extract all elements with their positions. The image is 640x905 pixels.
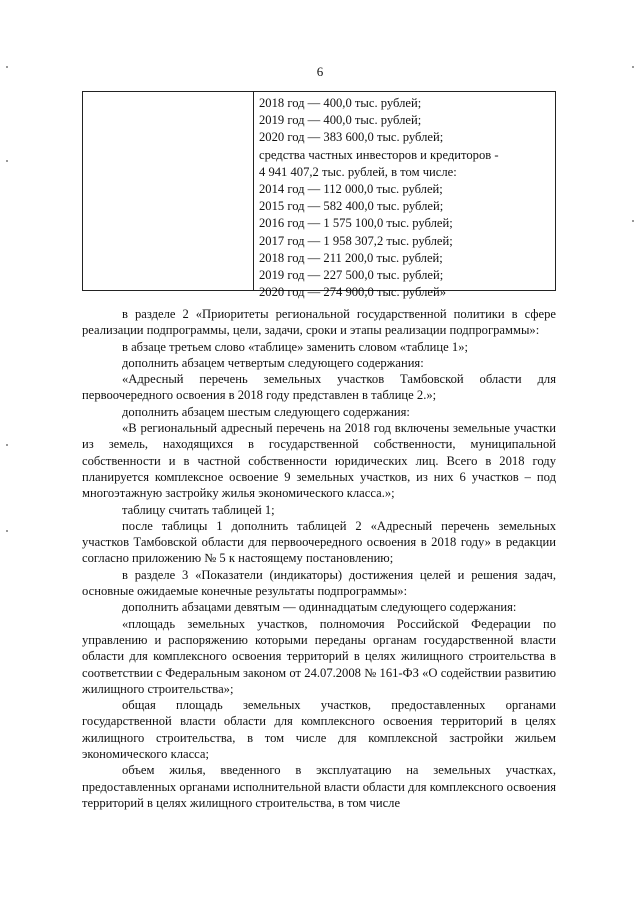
funding-line: 2015 год — 582 400,0 тыс. рублей; bbox=[259, 199, 444, 214]
paragraph: «В региональный адресный перечень на 2018 год включены земельные участки из земель, находящихся в государственной собственности, муниципальной собственности и в частной собственности юридических лиц. Всего в 2018 году планируется комплексное освоение 9 земельных участков, из них 6 участков – под многоэтажную застройку жилья экономического класса.»; bbox=[82, 421, 556, 501]
paragraph: в разделе 3 «Показатели (индикаторы) достижения целей и решения задач, основные ожидаемые конечные результаты подпрограммы»: bbox=[82, 567, 556, 599]
funding-line: 2018 год — 400,0 тыс. рублей; bbox=[259, 96, 422, 110]
paragraph: в абзаце третьем слово «таблице» заменить словом «таблице 1»; bbox=[122, 339, 468, 354]
scan-artifact bbox=[632, 66, 634, 68]
paragraph: «площадь земельных участков, полномочия Российской Федерации по управлению и распоряжению которыми переданы органам государственной власти области для комплексного освоения территорий в целях жилищного строительства в соответствии с Федеральным законом от 24.07.2008 № 161-ФЗ «О содействии развитию жилищного строительства»; bbox=[82, 616, 556, 696]
paragraph: дополнить абзацем шестым следующего содержания: bbox=[122, 404, 410, 419]
scan-artifact bbox=[6, 160, 8, 162]
document-body bbox=[82, 306, 556, 811]
paragraph: дополнить абзацем четвертым следующего содержания: bbox=[122, 355, 424, 370]
scan-artifact bbox=[632, 220, 634, 222]
funding-cell bbox=[259, 95, 554, 301]
page-number: 6 bbox=[316, 64, 324, 79]
scan-artifact bbox=[6, 66, 8, 68]
paragraph: в разделе 2 «Приоритеты региональной государственной политики в сфере реализации подпрограммы, цели, задачи, сроки и этапы реализации подпрограммы»: bbox=[82, 307, 556, 338]
scan-artifact bbox=[6, 530, 8, 532]
funding-line: 2018 год — 211 200,0 тыс. рублей; bbox=[259, 250, 443, 265]
paragraph: «Адресный перечень земельных участков Тамбовской области для первоочередного освоения в 2018 году представлен в таблице 2.»; bbox=[82, 372, 556, 403]
budget-table bbox=[82, 91, 556, 300]
funding-line: 4 941 407,2 тыс. рублей, в том числе: bbox=[259, 164, 457, 179]
funding-line: 2019 год — 227 500,0 тыс. рублей; bbox=[259, 268, 444, 283]
funding-line: 2014 год — 112 000,0 тыс. рублей; bbox=[259, 182, 443, 197]
paragraph: общая площадь земельных участков, предоставленных органами государственной власти области для комплексного освоения территорий в целях жилищного строительства, в том числе для комплексной застройки жильем экономического класса; bbox=[82, 698, 556, 762]
paragraph: таблицу считать таблицей 1; bbox=[122, 502, 275, 517]
paragraph: объем жилья, введенного в эксплуатацию на земельных участках, предоставленных органами исполнительной власти области для комплексного освоения территорий в целях жилищного строительства, в том числе bbox=[82, 763, 556, 810]
funding-line: 2017 год — 1 958 307,2 тыс. рублей; bbox=[259, 233, 453, 248]
scan-artifact bbox=[6, 444, 8, 446]
paragraph: после таблицы 1 дополнить таблицей 2 «Адресный перечень земельных участков Тамбовской области для первоочередного освоения в 2018 году» в редакции согласно приложению № 5 к настоящему постановлению; bbox=[82, 518, 556, 566]
table-column-divider bbox=[253, 92, 254, 290]
funding-line: 2020 год — 274 900,0 тыс. рублей» bbox=[259, 285, 447, 300]
funding-line: средства частных инвесторов и кредиторов - bbox=[259, 147, 499, 162]
funding-line: 2020 год — 383 600,0 тыс. рублей; bbox=[259, 130, 444, 145]
paragraph: дополнить абзацами девятым — одиннадцатым следующего содержания: bbox=[122, 600, 517, 615]
funding-line: 2016 год — 1 575 100,0 тыс. рублей; bbox=[259, 216, 453, 231]
funding-line: 2019 год — 400,0 тыс. рублей; bbox=[259, 113, 422, 128]
